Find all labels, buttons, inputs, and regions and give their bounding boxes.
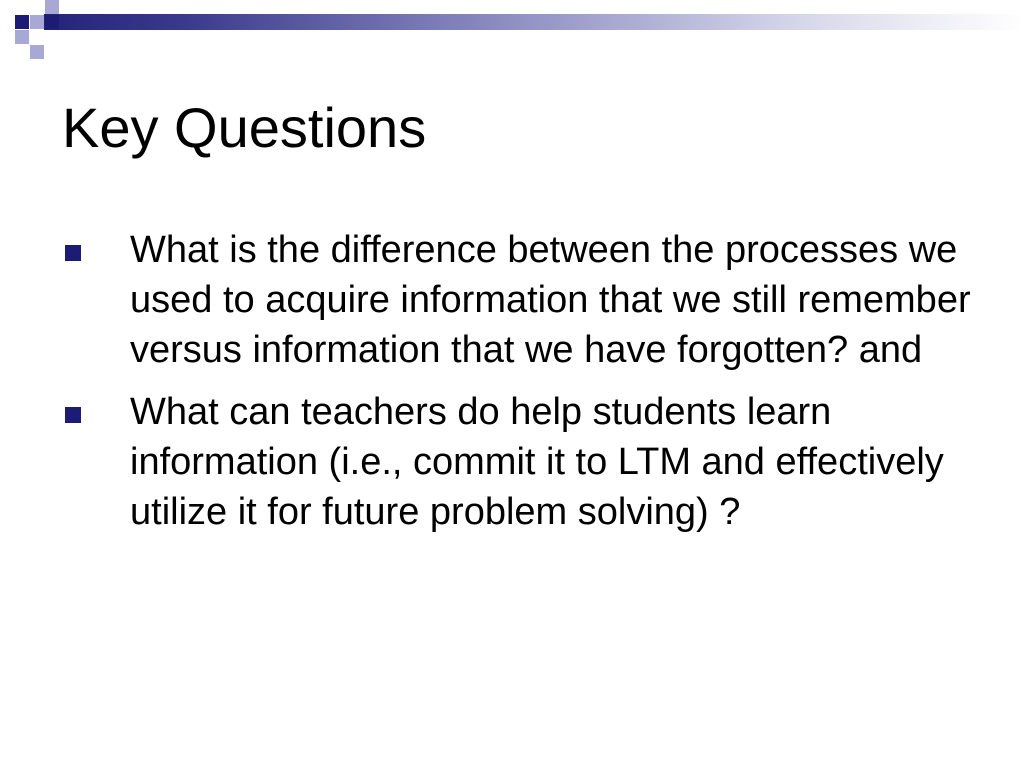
- bullet-text: What can teachers do help students learn information (i.e., commit it to LTM and effectively utilize it for future problem solving) ?: [130, 391, 944, 533]
- corner-square-light: [15, 30, 29, 44]
- bullet-item: [62, 387, 982, 537]
- corner-square-light: [30, 45, 44, 59]
- corner-square-dark: [15, 15, 29, 29]
- bullet-item: [62, 225, 982, 375]
- corner-square-light: [30, 15, 44, 29]
- bullet-list: [62, 225, 982, 549]
- header-gradient-bar: [0, 14, 1024, 30]
- corner-square-light: [45, 0, 59, 14]
- slide-title: Key Questions: [62, 96, 427, 159]
- square-bullet-icon: [65, 407, 81, 423]
- corner-square-dark: [45, 15, 59, 29]
- bullet-text: What is the difference between the processes we used to acquire information that we still remember versus information that we have forgotten? and: [130, 229, 971, 371]
- square-bullet-icon: [65, 245, 81, 261]
- corner-square-white: [30, 30, 44, 44]
